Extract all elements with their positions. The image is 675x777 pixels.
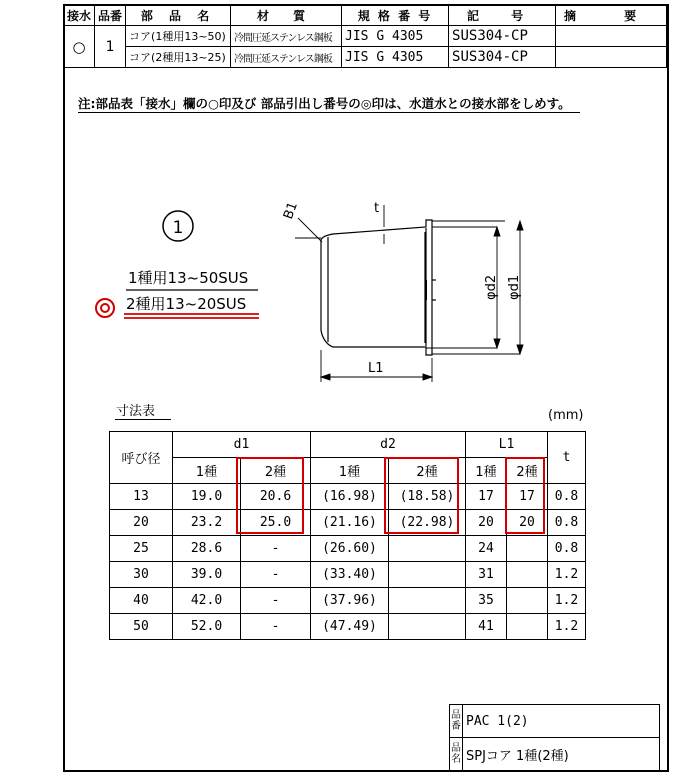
cell-d2-1: (16.98)	[311, 484, 389, 510]
cell-l1-2	[507, 536, 548, 562]
item-no: 1	[95, 26, 126, 68]
dims-unit: (mm)	[548, 408, 584, 423]
cell-l1-1: 31	[466, 562, 507, 588]
dims-title: 寸法表	[116, 404, 156, 419]
cell-d2-1: (26.60)	[311, 536, 389, 562]
cell-d2-1: (33.40)	[311, 562, 389, 588]
cell-d1-1: 52.0	[173, 614, 241, 640]
label-type2: 2種用13~20SUS	[126, 295, 247, 313]
dim-b1: B1	[281, 200, 302, 222]
cell-d1-2: 25.0	[241, 510, 311, 536]
cell-t: 0.8	[548, 484, 586, 510]
cell-d2-2: (22.98)	[389, 510, 466, 536]
header-standard: 規 格 番 号	[342, 5, 449, 26]
cell-l1-1: 17	[466, 484, 507, 510]
cell-d1-1: 19.0	[173, 484, 241, 510]
contact-note: 注:部品表「接水」欄の○印及び 部品引出し番号の◎印は、水道水との接水部をしめす。	[78, 96, 571, 111]
sub-d1-type1: 1種	[173, 458, 241, 484]
cell-d1-1: 23.2	[173, 510, 241, 536]
cell-d1-2: 20.6	[241, 484, 311, 510]
balloon-number: 1	[172, 218, 184, 238]
standard: JIS G 4305	[342, 26, 449, 47]
dim-d1: φd1	[507, 274, 522, 300]
title-part-number: PAC 1(2)	[463, 705, 660, 738]
cell-d2-1: (47.49)	[311, 614, 389, 640]
dim-l1: L1	[368, 361, 384, 376]
header-item-no: 品番	[95, 5, 126, 26]
col-l1: L1	[466, 432, 548, 458]
cell-l1-2: 20	[507, 510, 548, 536]
cell-t: 1.2	[548, 614, 586, 640]
cell-d2-2	[389, 536, 466, 562]
material: 冷間圧延ステンレス鋼板	[231, 26, 342, 47]
title-part-name: SPJコア 1種(2種)	[463, 738, 660, 771]
cell-size: 25	[110, 536, 173, 562]
cell-l1-1: 24	[466, 536, 507, 562]
label-type1: 1種用13~50SUS	[128, 269, 249, 287]
core-outline	[321, 220, 436, 355]
dim-t: t	[374, 201, 380, 216]
sub-d1-type2: 2種	[241, 458, 311, 484]
cell-size: 50	[110, 614, 173, 640]
cell-l1-1: 20	[466, 510, 507, 536]
cell-t: 1.2	[548, 562, 586, 588]
title-label-name: 品名	[450, 738, 463, 771]
cell-d2-1: (37.96)	[311, 588, 389, 614]
contact-mark: ○	[64, 26, 95, 68]
material: 冷間圧延ステンレス鋼板	[231, 47, 342, 68]
cell-d2-1: (21.16)	[311, 510, 389, 536]
cell-d1-1: 39.0	[173, 562, 241, 588]
cell-l1-2	[507, 562, 548, 588]
header-contact: 接水	[64, 5, 95, 26]
cell-size: 20	[110, 510, 173, 536]
table-row	[110, 614, 586, 640]
standard: JIS G 4305	[342, 47, 449, 68]
sub-d2-type2: 2種	[389, 458, 466, 484]
highlight-l1-type2	[505, 457, 545, 534]
cell-size: 40	[110, 588, 173, 614]
sub-l1-type2: 2種	[507, 458, 548, 484]
cell-d1-2: -	[241, 536, 311, 562]
part-name: コア(1種用13~50)	[126, 26, 231, 47]
cell-t: 1.2	[548, 588, 586, 614]
cell-l1-2	[507, 614, 548, 640]
symbol: SUS304-CP	[449, 26, 556, 47]
highlight-d2-type2	[384, 457, 459, 534]
sub-l1-type1: 1種	[466, 458, 507, 484]
table-row	[110, 588, 586, 614]
cell-d1-1: 28.6	[173, 536, 241, 562]
cell-d1-2: -	[241, 614, 311, 640]
cell-l1-1: 41	[466, 614, 507, 640]
cell-d2-2	[389, 614, 466, 640]
table-row	[110, 536, 586, 562]
cell-t: 0.8	[548, 510, 586, 536]
header-material: 材 質	[231, 5, 342, 26]
col-t: t	[548, 432, 586, 484]
col-d1: d1	[173, 432, 311, 458]
header-remark: 摘 要	[556, 5, 667, 26]
title-block	[449, 704, 660, 771]
cell-l1-2: 17	[507, 484, 548, 510]
symbol: SUS304-CP	[449, 47, 556, 68]
cell-d2-2: (18.58)	[389, 484, 466, 510]
col-nominal: 呼び径	[110, 432, 173, 484]
cell-size: 13	[110, 484, 173, 510]
cell-d1-1: 42.0	[173, 588, 241, 614]
cell-d1-2: -	[241, 562, 311, 588]
cell-l1-2	[507, 588, 548, 614]
sub-d2-type1: 1種	[311, 458, 389, 484]
cell-d1-2: -	[241, 588, 311, 614]
cell-t: 0.8	[548, 536, 586, 562]
header-symbol: 記 号	[449, 5, 556, 26]
table-row	[110, 562, 586, 588]
double-circle-icon	[96, 299, 114, 317]
part-name: コア(2種用13~25)	[126, 47, 231, 68]
dim-d2: φd2	[484, 274, 499, 300]
cell-d2-2	[389, 588, 466, 614]
title-label-number: 品番	[450, 705, 463, 738]
cell-size: 30	[110, 562, 173, 588]
highlight-d1-type2	[236, 457, 304, 534]
header-part-name: 部 品 名	[126, 5, 231, 26]
cell-d2-2	[389, 562, 466, 588]
col-d2: d2	[311, 432, 466, 458]
cell-l1-1: 35	[466, 588, 507, 614]
